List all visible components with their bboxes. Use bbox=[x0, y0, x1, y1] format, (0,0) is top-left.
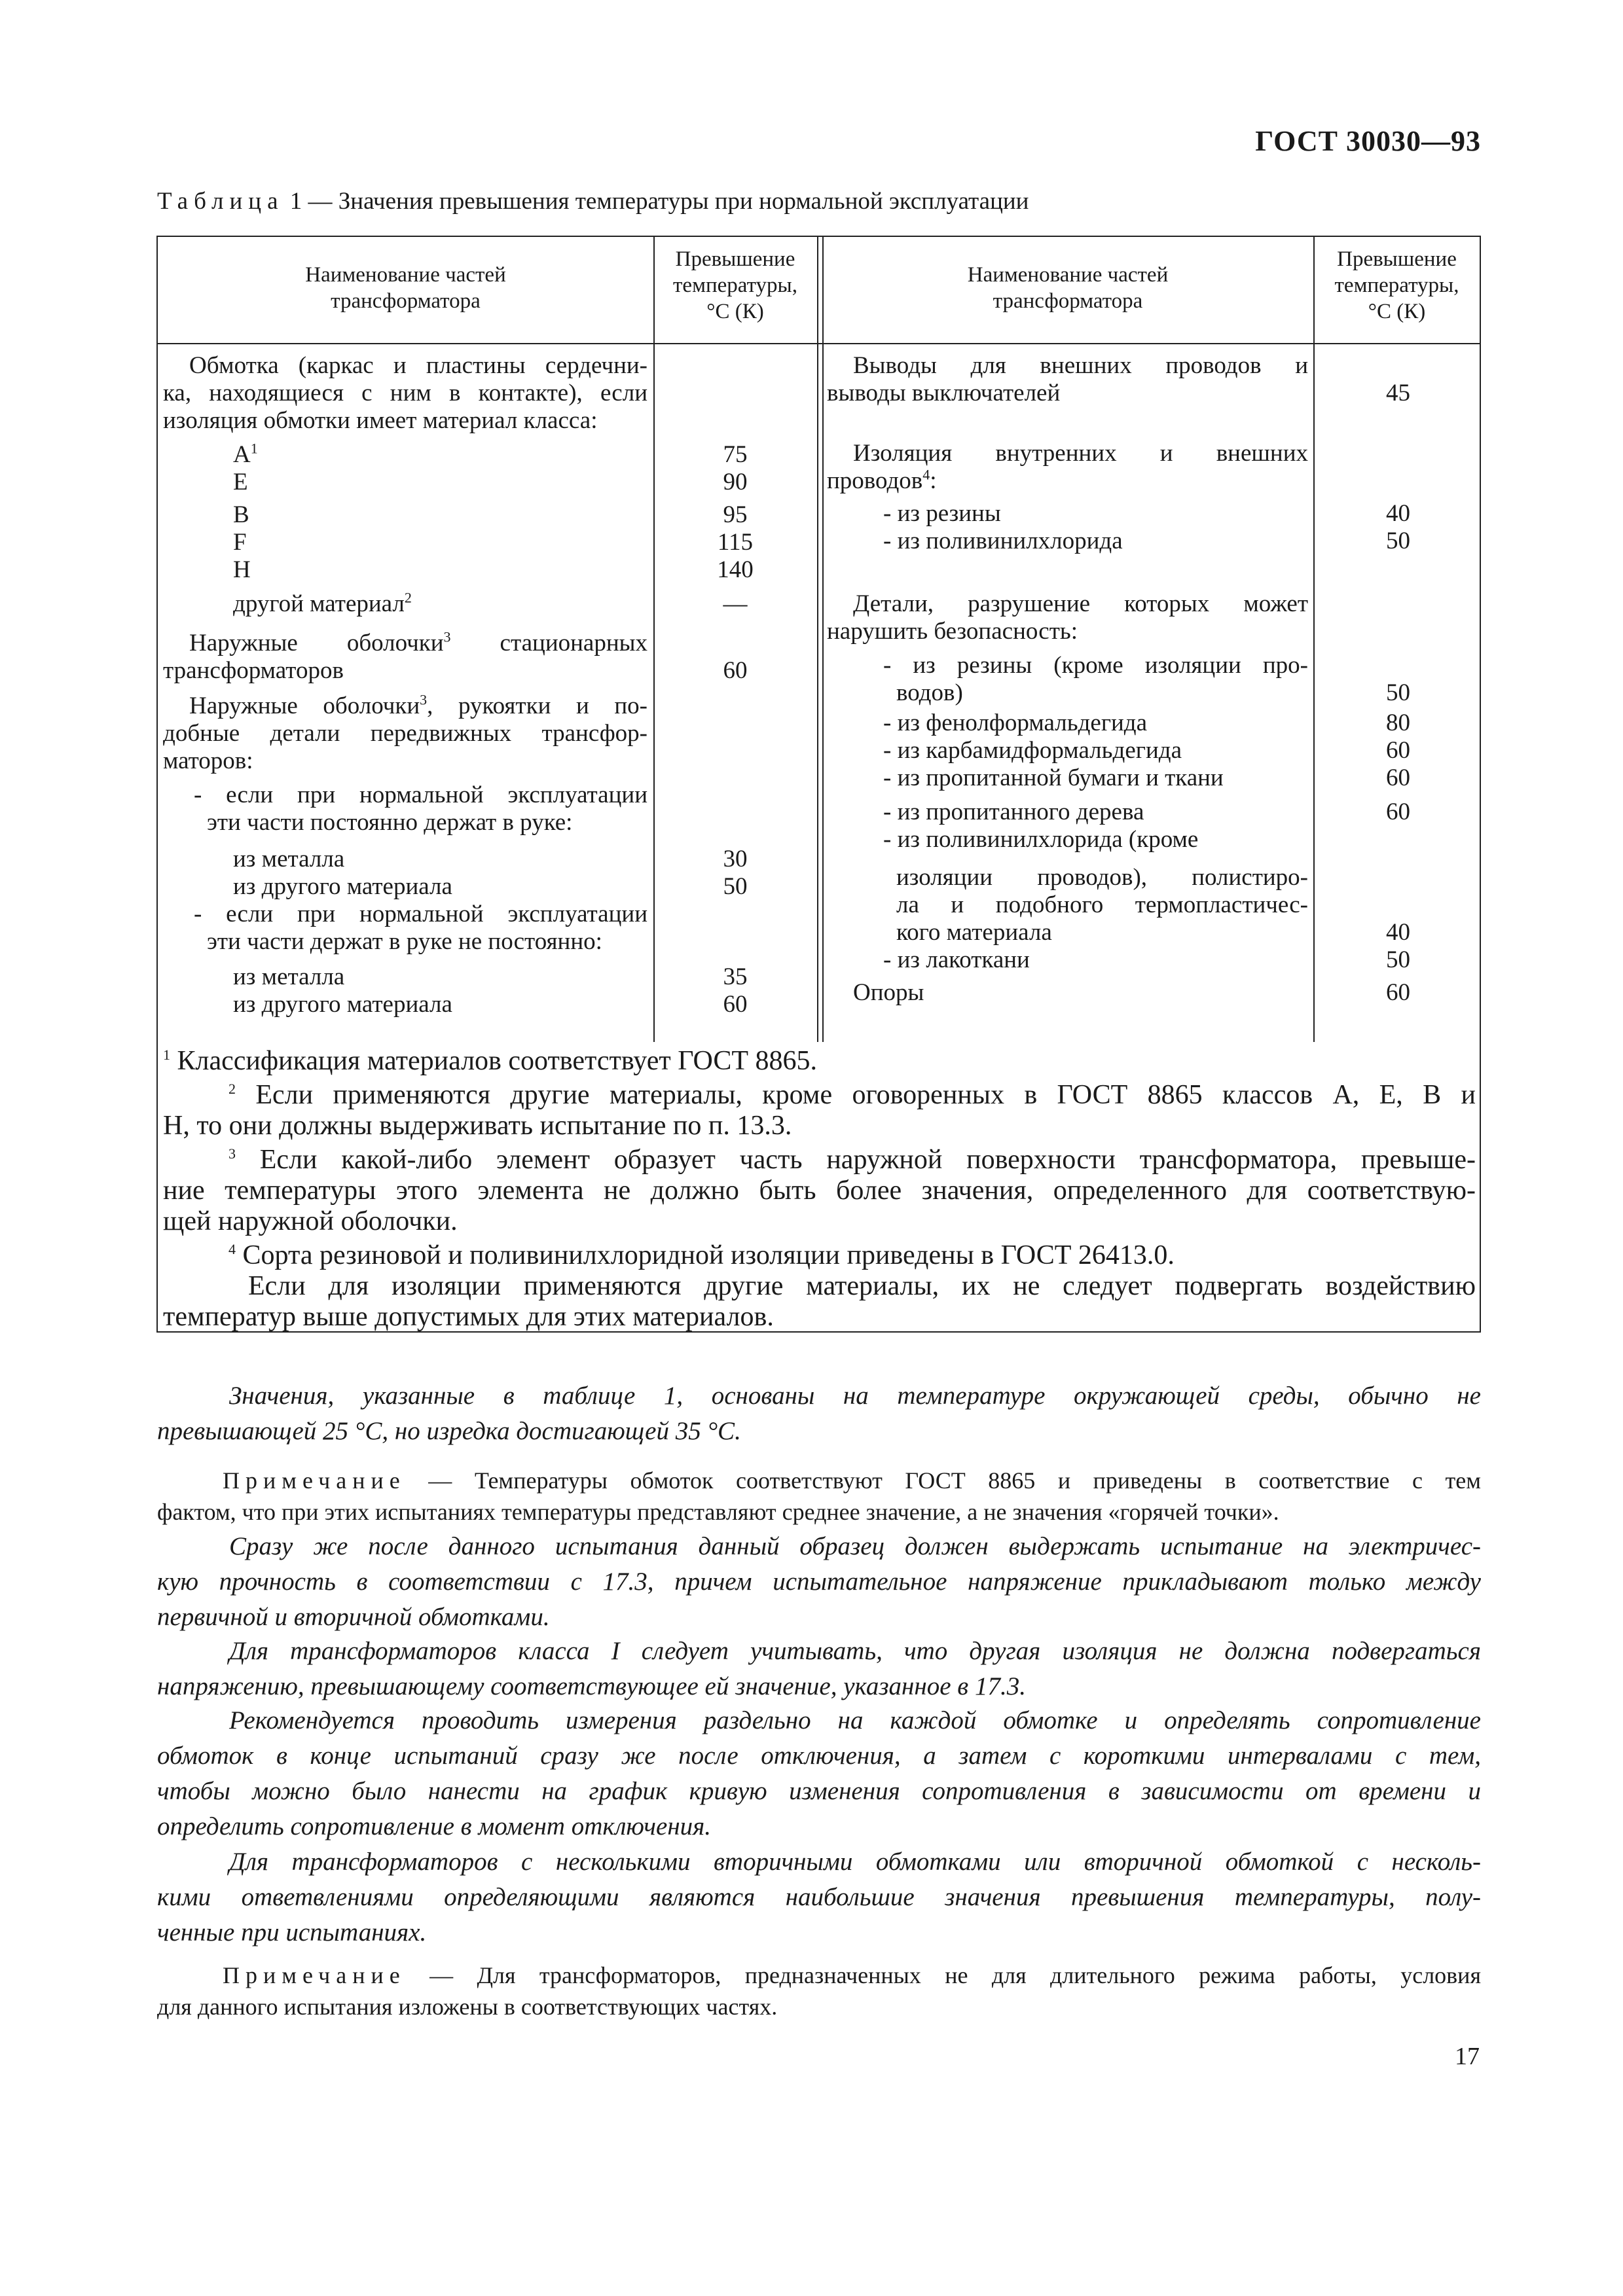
paragraph-ambient-temperature: Значения, указанные в таблице 1, основаны на температуре окружающей среды, обычно не превышающей 25 °С, но изредка достигающей 35 °С. bbox=[157, 1382, 1481, 1445]
other-material-constant: из другого материала bbox=[233, 873, 452, 900]
header-left-name: Наименование частей трансформатора bbox=[305, 263, 506, 313]
header-right-name: Наименование частей трансформатора bbox=[967, 263, 1169, 313]
value-supports: 60 bbox=[1386, 979, 1410, 1006]
value-other-material-nonconstant: 60 bbox=[723, 991, 748, 1018]
nonconstant-hold-line-1: - если при нормальной эксплуатации bbox=[194, 901, 647, 927]
class-b: B bbox=[233, 501, 249, 528]
parts-pvc-line-3: ла и подобного термопластичес- bbox=[896, 891, 1308, 918]
table-caption-label: Таблица bbox=[157, 188, 284, 215]
paragraph-class-i: Для трансформаторов класса I следует учитывать, что другая изоляция не должна подвергаться напряжению, превышающему соответствующее ей значение, указанное в 17.3. bbox=[157, 1637, 1481, 1700]
value-class-b: 95 bbox=[723, 501, 748, 528]
class-a: $A^1$ bbox=[233, 440, 258, 468]
footnote-4: $^4$ Сорта резиновой и поливинилхлоридной изоляции приведены в ГОСТ 26413.0. bbox=[228, 1240, 1175, 1270]
parts-rubber-line-2: водов) bbox=[896, 679, 963, 706]
value-metal-nonconstant: 35 bbox=[723, 963, 748, 990]
value-insulation-pvc: 50 bbox=[1386, 528, 1410, 554]
metal-constant: из металла bbox=[233, 846, 345, 872]
constant-hold-line-2: эти части постоянно держат в руке: bbox=[207, 809, 573, 836]
parts-line-1: Детали, разрушение которых может bbox=[853, 590, 1308, 617]
parts-wood: - из пропитанного дерева bbox=[883, 798, 1144, 825]
other-material-nonconstant: из другого материала bbox=[233, 991, 452, 1018]
value-class-a: 75 bbox=[723, 441, 748, 468]
class-f: F bbox=[233, 529, 247, 556]
footnote-3-line-2: ние температуры этого элемента не должно быть более значения, определенного для соответствую- bbox=[163, 1175, 1476, 1206]
value-metal-constant: 30 bbox=[723, 846, 748, 872]
value-parts-rubber: 50 bbox=[1386, 679, 1410, 706]
parts-varnish: - из лакоткани bbox=[883, 946, 1030, 973]
value-insulation-rubber: 40 bbox=[1386, 500, 1410, 527]
value-fixed-shells: 60 bbox=[723, 657, 748, 684]
footnote-3-line-3: щей наружной оболочки. bbox=[163, 1206, 458, 1236]
parts-phenol: - из фенолформальдегида bbox=[883, 709, 1148, 736]
header-right-temp: Превышение температуры, °С (К) bbox=[1334, 247, 1459, 323]
value-class-f: 115 bbox=[717, 529, 754, 556]
value-parts-varnish: 50 bbox=[1386, 946, 1410, 973]
nonconstant-hold-line-2: эти части держат в руке не постоянно: bbox=[207, 928, 602, 955]
note-2-label: Примечание bbox=[223, 1962, 406, 1988]
parts-paper: - из пропитанной бумаги и ткани bbox=[883, 764, 1224, 791]
leads-line-1: Выводы для внешних проводов и bbox=[853, 352, 1308, 379]
value-parts-pvc: 40 bbox=[1386, 919, 1410, 946]
mobile-shells-line-3: маторов: bbox=[163, 747, 253, 774]
mobile-shells-line-2: добные детали передвижных трансфор- bbox=[163, 720, 647, 747]
insulation-line-1: Изоляция внутренних и внешних bbox=[853, 440, 1308, 467]
winding-line-3: изоляция обмотки имеет материал класса: bbox=[163, 407, 598, 434]
footnote-1: $^1$ Классификация материалов соответствует ГОСТ 8865. bbox=[163, 1046, 817, 1076]
fixed-shells-line-2: трансформаторов bbox=[163, 657, 344, 684]
temperature-table bbox=[156, 236, 1481, 1333]
mobile-shells-line-1: Наружные оболочки$^3$, рукоятки и по- bbox=[189, 691, 648, 719]
value-class-h: 140 bbox=[717, 556, 754, 583]
metal-nonconstant: из металла bbox=[233, 963, 345, 990]
winding-line-1: Обмотка (каркас и пластины сердечни- bbox=[189, 352, 647, 379]
insulation-rubber: - из резины bbox=[883, 500, 1001, 527]
paragraph-multiple-windings: Для трансформаторов с несколькими вторичными обмотками или вторичной обмоткой с несколь- кими ответвлениями определяющими являются наибольшие значения превышения температуры, полу- ченные при испытаниях. bbox=[157, 1848, 1481, 1946]
fixed-shells-line-1: Наружные оболочки$^3$ стационарных bbox=[189, 628, 647, 656]
parts-carbamide: - из карбамидформальдегида bbox=[883, 737, 1182, 764]
parts-pvc-line-4: кого материала bbox=[896, 919, 1052, 946]
value-other-material: — bbox=[723, 590, 748, 617]
value-parts-paper: 60 bbox=[1386, 764, 1410, 791]
footnote-4-continued-line-1: Если для изоляции применяются другие материалы, их не следует подвергать воздействию bbox=[248, 1271, 1476, 1301]
note-1: Примечание — Температуры обмоток соответствуют ГОСТ 8865 и приведены в соответствие с тем фактом, что при этих испытаниях температуры представляют среднее значение, а не значения «горячей точки». bbox=[157, 1467, 1481, 1525]
table-caption bbox=[157, 187, 1499, 215]
other-material: другой материал$^2$ bbox=[233, 589, 412, 617]
value-other-material-constant: 50 bbox=[723, 873, 748, 900]
parts-rubber-line-1: - из резины (кроме изоляции про- bbox=[883, 652, 1308, 679]
table-divider bbox=[822, 237, 824, 1042]
winding-line-2: ка, находящиеся с ним в контакте), если bbox=[163, 380, 647, 406]
class-e: E bbox=[233, 469, 248, 495]
footnote-2-line-1: $^2$ Если применяются другие материалы, кроме оговоренных в ГОСТ 8865 классов А, Е, В и bbox=[228, 1080, 1476, 1110]
footnote-3-line-1: $^3$ Если какой-либо элемент образует часть наружной поверхности трансформатора, превыше- bbox=[228, 1145, 1476, 1175]
standard-code: ГОСТ 30030—93 bbox=[1255, 125, 1481, 157]
table-caption-text: 1 — Значения превышения температуры при нормальной эксплуатации bbox=[283, 188, 1029, 215]
insulation-line-2: проводов$^4$: bbox=[827, 466, 937, 494]
header-left-temp: Превышение температуры, °С (К) bbox=[673, 247, 797, 323]
note-2: Примечание — Для трансформаторов, предназначенных не для длительного режима работы, условия для данного испытания изложены в соответствующих частях. bbox=[157, 1962, 1481, 2020]
table-divider bbox=[817, 237, 818, 1042]
value-leads: 45 bbox=[1386, 380, 1410, 406]
parts-pvc-line-2: изоляции проводов), полистиро- bbox=[896, 864, 1308, 891]
paragraph-dielectric-test: Сразу же после данного испытания данный образец должен выдержать испытание на электричес- кую прочность в соответствии с 17.3, причем испытательное напряжение прикладывают только между первичной и вторичной обмотками. bbox=[157, 1532, 1481, 1631]
insulation-pvc: - из поливинилхлорида bbox=[883, 528, 1123, 554]
value-parts-carbamide: 60 bbox=[1386, 737, 1410, 764]
value-parts-phenol: 80 bbox=[1386, 709, 1410, 736]
leads-line-2: выводы выключателей bbox=[827, 380, 1061, 406]
class-h: H bbox=[233, 556, 251, 583]
parts-line-2: нарушить безопасность: bbox=[827, 618, 1078, 645]
constant-hold-line-1: - если при нормальной эксплуатации bbox=[194, 781, 647, 808]
footnote-2-line-2: Н, то они должны выдерживать испытание по п. 13.3. bbox=[163, 1111, 792, 1141]
table-divider bbox=[653, 237, 655, 1042]
value-parts-wood: 60 bbox=[1386, 798, 1410, 825]
page-number: 17 bbox=[1455, 2043, 1480, 2070]
paragraph-resistance-measurement: Рекомендуется проводить измерения раздельно на каждой обмотке и определять сопротивление обмоток в конце испытаний сразу же после отключения, а затем с короткими интервалами с тем, чтобы можно было нанести на график кривую изменения сопротивления в зависимости от времени и определить сопротивление в момент отключения. bbox=[157, 1706, 1481, 1840]
value-class-e: 90 bbox=[723, 469, 748, 495]
header-divider bbox=[158, 343, 1480, 344]
footnote-4-continued-line-2: температур выше допустимых для этих материалов. bbox=[163, 1302, 774, 1332]
parts-pvc-line-1: - из поливинилхлорида (кроме bbox=[883, 826, 1199, 853]
note-1-label: Примечание bbox=[223, 1467, 406, 1494]
supports: Опоры bbox=[853, 979, 924, 1006]
